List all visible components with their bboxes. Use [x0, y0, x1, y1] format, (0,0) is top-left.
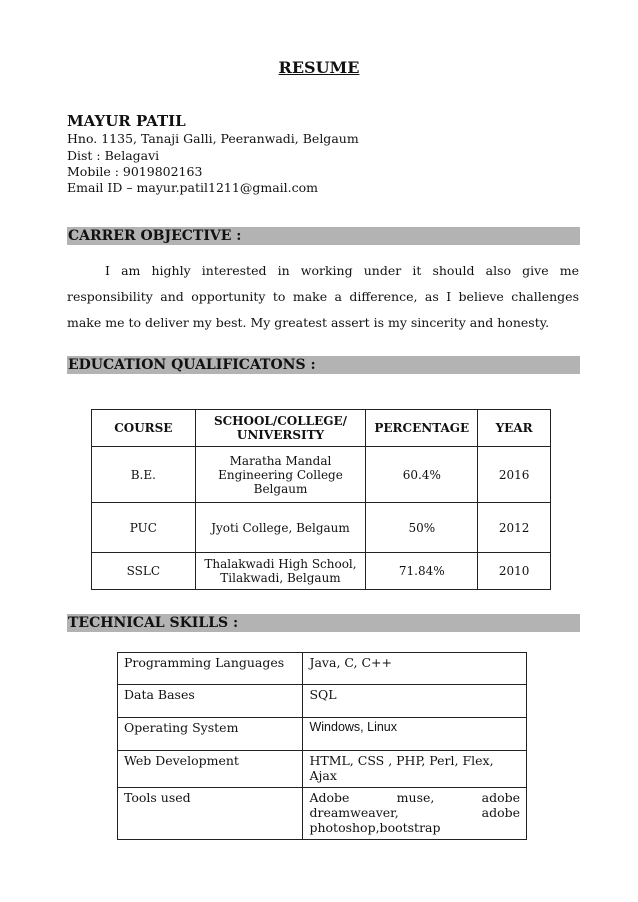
- column-header-course: COURSE: [92, 410, 196, 447]
- skills-row: [118, 685, 527, 718]
- school-cell: Thalakwadi High School, Tilakwadi, Belgaum: [195, 553, 366, 590]
- year-cell: 2010: [478, 553, 551, 590]
- objective-text: I am highly interested in working under it should also give me responsibility and opportunity to make a difference, as I believe challenges make me to deliver my best. My greatest assert is my sincerity and honesty.: [67, 263, 579, 330]
- skills-row: [118, 788, 527, 840]
- skill-value-cell: SQL: [303, 685, 527, 718]
- education-header-row: [92, 410, 551, 447]
- course-cell: PUC: [92, 503, 196, 553]
- candidate-name: MAYUR PATIL: [67, 112, 186, 130]
- course-cell: B.E.: [92, 447, 196, 503]
- skills-table: [117, 652, 527, 840]
- year-cell: 2012: [478, 503, 551, 553]
- column-header-year: YEAR: [478, 410, 551, 447]
- skills-row: [118, 653, 527, 685]
- skills-row: [118, 718, 527, 751]
- skill-category-cell: Tools used: [118, 788, 303, 840]
- objective-heading: CARRER OBJECTIVE :: [67, 227, 580, 245]
- skill-category-cell: Data Bases: [118, 685, 303, 718]
- email-line: Email ID – mayur.patil1211@gmail.com: [67, 180, 318, 195]
- percentage-cell: 71.84%: [366, 553, 478, 590]
- education-row: [92, 447, 551, 503]
- year-cell: 2016: [478, 447, 551, 503]
- skill-value-cell: HTML, CSS , PHP, Perl, Flex, Ajax: [303, 751, 527, 788]
- mobile-line: Mobile : 9019802163: [67, 164, 203, 179]
- resume-title: RESUME: [278, 58, 360, 77]
- education-row: [92, 503, 551, 553]
- district-line: Dist : Belagavi: [67, 148, 160, 163]
- education-heading: EDUCATION QUALIFICATONS :: [67, 356, 580, 374]
- skill-category-cell: Programming Languages: [118, 653, 303, 685]
- skill-category-cell: Web Development: [118, 751, 303, 788]
- skills-row: [118, 751, 527, 788]
- skill-value-cell: Windows, Linux: [303, 718, 527, 751]
- school-cell: Maratha Mandal Engineering College Belgaum: [195, 447, 366, 503]
- school-cell: Jyoti College, Belgaum: [195, 503, 366, 553]
- skill-category-cell: Operating System: [118, 718, 303, 751]
- percentage-cell: 50%: [366, 503, 478, 553]
- course-cell: SSLC: [92, 553, 196, 590]
- education-table: [91, 409, 551, 590]
- education-row: [92, 553, 551, 590]
- address-line: Hno. 1135, Tanaji Galli, Peeranwadi, Belgaum: [67, 131, 359, 146]
- column-header-percentage: PERCENTAGE: [366, 410, 478, 447]
- column-header-school: SCHOOL/COLLEGE/ UNIVERSITY: [195, 410, 366, 447]
- objective-paragraph: [67, 258, 579, 336]
- skill-value-cell: Adobe muse, adobe dreamweaver, adobe photoshop,bootstrap: [303, 788, 527, 840]
- skill-value-cell: Java, C, C++: [303, 653, 527, 685]
- skills-heading: TECHNICAL SKILLS :: [67, 614, 580, 632]
- percentage-cell: 60.4%: [366, 447, 478, 503]
